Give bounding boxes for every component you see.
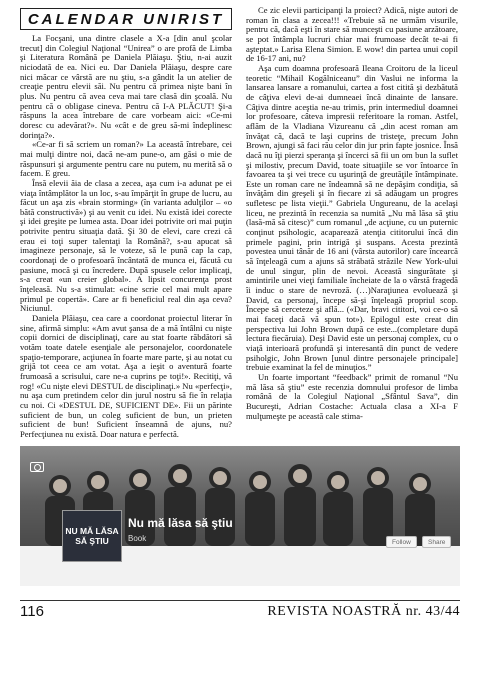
paragraph: Daniela Plăiaşu, cea care a coordonat proiectul literar în sine, afirmă simplu: «Am avut şansa de a mă întâlni cu nişte copii dornici de disciplinaţi, care au stat foarte răbdători să votăm toate datele esenţiale ale personajelor, coordonatele spaţio-temporare, acţiunea în foarte mare parte, şi au notat cu grijă tot ceea ce am votat. Aşa a ieşit o aventură foarte frumoasă a scrisului, care ne-a cuprins pe toţi!». Recitiţi, vă rog! «Cu nişte elevi DESTUL de disciplinaţi.» Nu «perfecţi», nu aşa cum pretindem celor din jurul nostru să fie în relaţia cu noi. Ci «DESTUL DE, SUFICIENT DE». Fii un părinte suficient de bun, un coleg suficient de bun, un prieten suficient de bun! Suficient înseamnă de ajuns, nu? Perfecţiunea nu există. Doar natura e perfectă. (20, 313, 232, 439)
paragraph: Ce zic elevii participanţi la proiect? Adică, nişte autori de roman în clasa a zecea!!! «Trebuie să ne urmăm visurile, pentru că, dacă eşti în stare să munceşti cu pasiune arzătoare, se pot întâmpla lucruri chiar mai frumoase decât te-ai fi aşteptat.» Larisa Elena Simion. E wow! din partea unui copil de 16-17 ani, nu? (246, 5, 458, 64)
paragraph: La Focşani, una dintre clasele a X-a [din anul şcolar trecut] din Colegiul Naţional “Unirea” o are profă de Limba şi Literatura Română pe Daniela Plăiaşu. Ştiu, n-ai auzit niciodată de ea. Nici eu. Dar Daniela Plăiaşu, despre care nici măcar ce vârstă are nu ştiu, s-a gândit la un atelier de creaţie pentru elevii săi. Nu pentru că primea nişte bani în plus. Nu pentru că avea ceva mai tare clasă din şcoală. Nu pentru că o obligase cineva. Pentru că I-A PLĂCUT! Şi-a răspuns la acea întrebare de care vorbeam aici: «Ce-mi doresc cu adevărat?». Nu «cât e de greu să-mi îndeplinesc dorinţa?». (20, 33, 232, 140)
section-title: CALENDAR UNIRIST (27, 10, 225, 28)
right-column (246, 6, 458, 421)
facebook-page-photo (20, 446, 460, 586)
follow-button[interactable]: Follow (386, 536, 417, 548)
paragraph: Însă elevii ăia de clasa a zecea, aşa cum i-a adunat pe ei viaţa întâmplător la un loc, s-au împărţit în grupe de lucru, au făcut un aşa zis «brain storming» (în varianta adulţilor – «o bătă constructivă») şi au venit cu idei. Nu există idei corecte şi idei greşite pe lumea asta. Doar idei potrivite ori mai puţin potrivite pentru situaţia dată. Şi 30 de elevi, care crezi că erau ei toţi super talentaţi la Română?, s-au apucat să imagineze personaje, să le voteze, să le pună cap la cap, coordonaţi de o profesoară încântată de munca ei, făcută cu pasiune, mocă şi cu încredere. După spusele celor implicaţi, s-a creat «un creier global». A lipsit concurenţa prost înţeleasă. Nu s-a stimulat: «cine scrie cel mai mult apare primul pe copertă». Care ar fi beneficiul real din aşa ceva? Niciunul. (20, 177, 232, 314)
page-footer (20, 600, 460, 619)
camera-icon[interactable] (30, 462, 44, 472)
left-column (20, 34, 232, 440)
paragraph: «Ce-ar fi să scriem un roman?» La această întrebare, cei mai mulţi dintre noi, dacă ne-am pune-o, am găsi o mie de răspunsuri şi argumente pentru care nu putem, nu merită să o facem. E greu. (20, 139, 232, 179)
magazine-name: REVISTA NOASTRĂ nr. 43/44 (267, 604, 460, 619)
fb-page-title[interactable]: Nu mă lăsa să ştiu (128, 516, 233, 530)
paragraph: Aşa cum doamna profesoară Ileana Croitoru de la liceul teoretic “Mihail Kogălniceanu” din Vaslui ne informa la lansarea lansare a romanului, cartea a fost citită şi dezbătută de câţiva elevi de-ai dumneaei încă dinainte de lansare. Câţiva dintre aceştia ne-au trimis, prin intermediul doamnei lor profesoare, câteva impresii referitoare la roman. Astfel, aflăm de la Vladiana Vizureanu că „din acest roman am învăţat că, dacă te laşi cuprins de tristeţe, precum John Brown, ajungi să faci rău celor din jur prin fapte josnice. Însă dacă nu îţi pierzi speranţa şi încerci să fii un om bun la suflet şi milostiv, precum David, toate situaţiile se vor întoarce în favoarea ta şi vei trece cu uşurinţă de greutăţile întâmpinate. Este un roman care ne îndeamnă să ne depăşim condiţia, să învăţăm din greşeli şi în fiecare zi să adăugam un progres sufletesc pe lista vieţii.” Gabriela Ungureanu, de la acelaşi liceu, ne prezintă în recenzia sa numită „Nu mă lăsa să ştiu (lasă-mă să citesc)” cum romanul „de acţiune, cu un puternic conţinut psihologic, acaparează atenţia cititorului încă din primele pagini, prin intrigă şi suspans. Acesta prezintă povestea unui tânăr de 16 ani (vârsta autorilor) care încearcă să înţeleagă cum a ajuns să străbată străzile New York-ului de unul singur, plin de nevoi. Această singurătate şi amintirile unei vieţi familiale încheiate de la o vârstă fragedă îi induc o stare de nevroză. (…)Naraţiunea evoluează şi David, ca personaj, începe să-şi înţeleagă propriul scop. Începe să cerceteze şi află... («Dar, bravi cititori, voi ce-o să mai faceţi dacă vă spun tot»). Epilogul este creat din perspectiva lui John Brown după ce este...(completare după lectura fiecăruia). Deşi David este un personaj complex, cu o viaţă interioară profundă şi interesantă din punct de vedere psiholgic, John Brown [unul dintre personajele principale] trebuie examinat la fel de minuţios.” (246, 62, 458, 373)
paragraph: Un foarte important “feedback” primit de romanul “Nu mă lăsa să ştiu” este recenzia domnului profesor de limba română de la Colegiul Naţional „Sfântul Sava”, din Bucureşti, Adrian Costache: Actuala clasa a XI-a F mulţumeşte pe această cale stima- (246, 371, 458, 421)
page-number: 116 (20, 603, 44, 620)
book-cover: NU MĂ LĂSA SĂ ŞTIU (62, 510, 122, 562)
section-header (20, 8, 232, 30)
fb-page-category: Book (128, 534, 147, 543)
share-button[interactable]: Share (422, 536, 451, 548)
